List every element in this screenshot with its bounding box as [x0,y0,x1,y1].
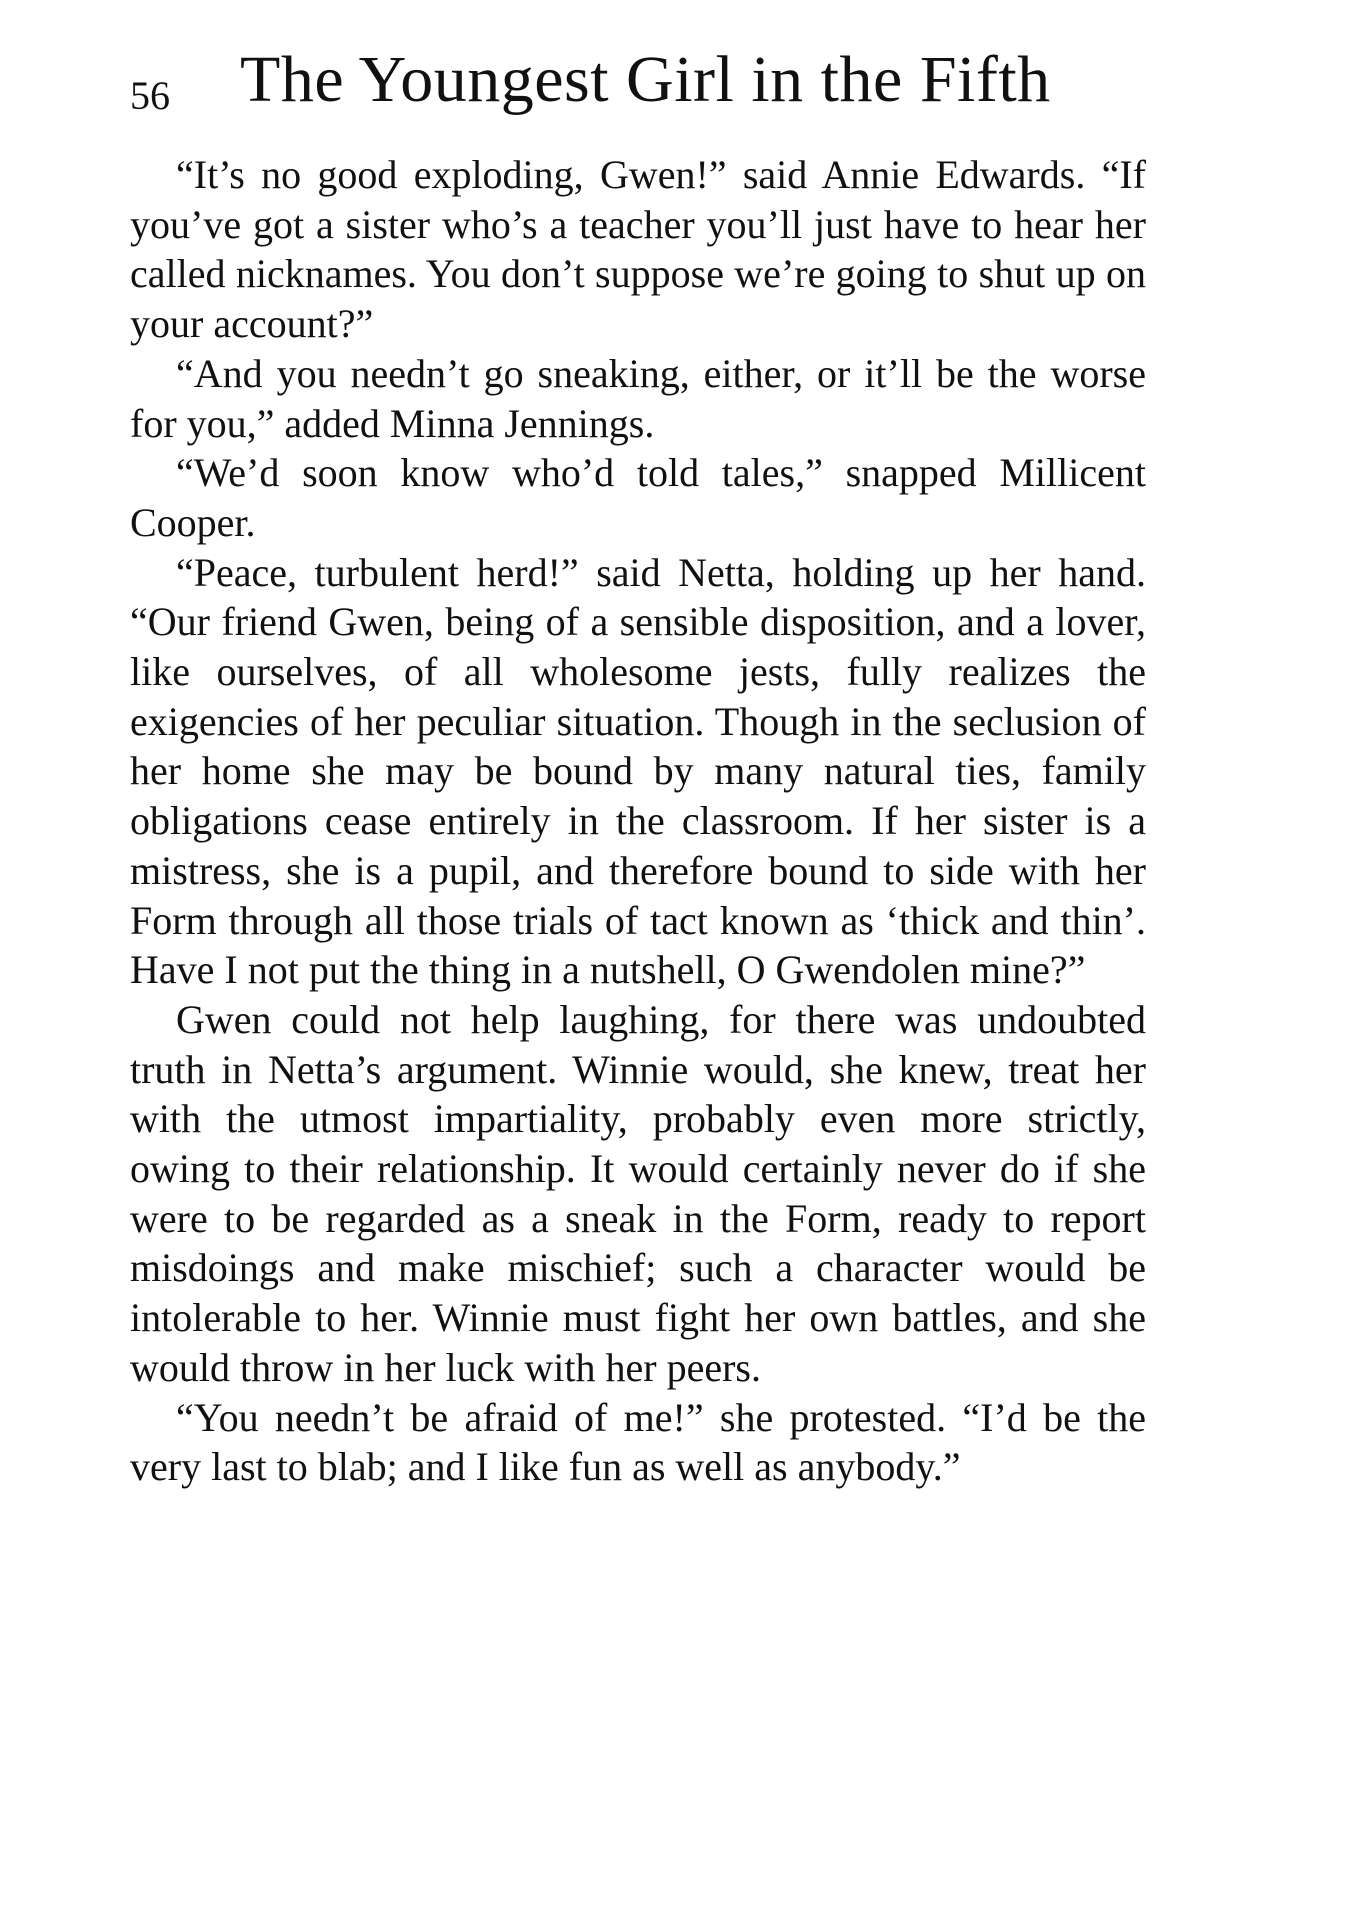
paragraph-netta: “Peace, turbulent herd!” said Netta, holding up her hand. “Our friend Gwen, being of a sensible disposition, and a lover, like ourselves, of all wholesome jests, fully realizes the exigencies of her peculiar situation. Though in the seclusion of her home she may be bound by many natural ties, family obligations cease entirely in the classroom. If her sister is a mistress, she is a pupil, and therefore bound to side with her Form through all those trials of tact known as ‘thick and thin’. Have I not put the thing in a nutshell, O Gwendolen mine?” [130,549,1146,993]
body-text [130,150,1146,1492]
book-title: The Youngest Girl in the Fifth [240,43,1051,116]
paragraph-gwen-narration: Gwen could not help laughing, for there was undoubted truth in Netta’s argument. Winnie would, she knew, treat her with the utmost impartiality, probably even more strictly, owing to their relationship. It would certainly never do if she were to be regarded as a sneak in the Form, ready to report misdoings and make mischief; such a character would be intolerable to her. Winnie must fight her own battles, and she would throw in her luck with her peers. [130,996,1146,1390]
paragraph-gwen-reply: “You needn’t be afraid of me!” she protested. “I’d be the very last to blab; and I like fun as well as anybody.” [130,1394,1146,1490]
paragraph-millicent: “We’d soon know who’d told tales,” snapped Millicent Cooper. [130,450,1146,545]
paragraph-annie: “It’s no good exploding, Gwen!” said Annie Edwards. “If you’ve got a sister who’s a teacher you’ll just have to hear her called nicknames. You don’t suppose we’re going to shut up on your account?” [130,152,1146,347]
page-number: 56 [130,73,170,118]
paragraph-minna: “And you needn’t go sneaking, either, or it’ll be the worse for you,” added Minna Jennings. [130,350,1146,446]
running-head [130,42,1130,132]
